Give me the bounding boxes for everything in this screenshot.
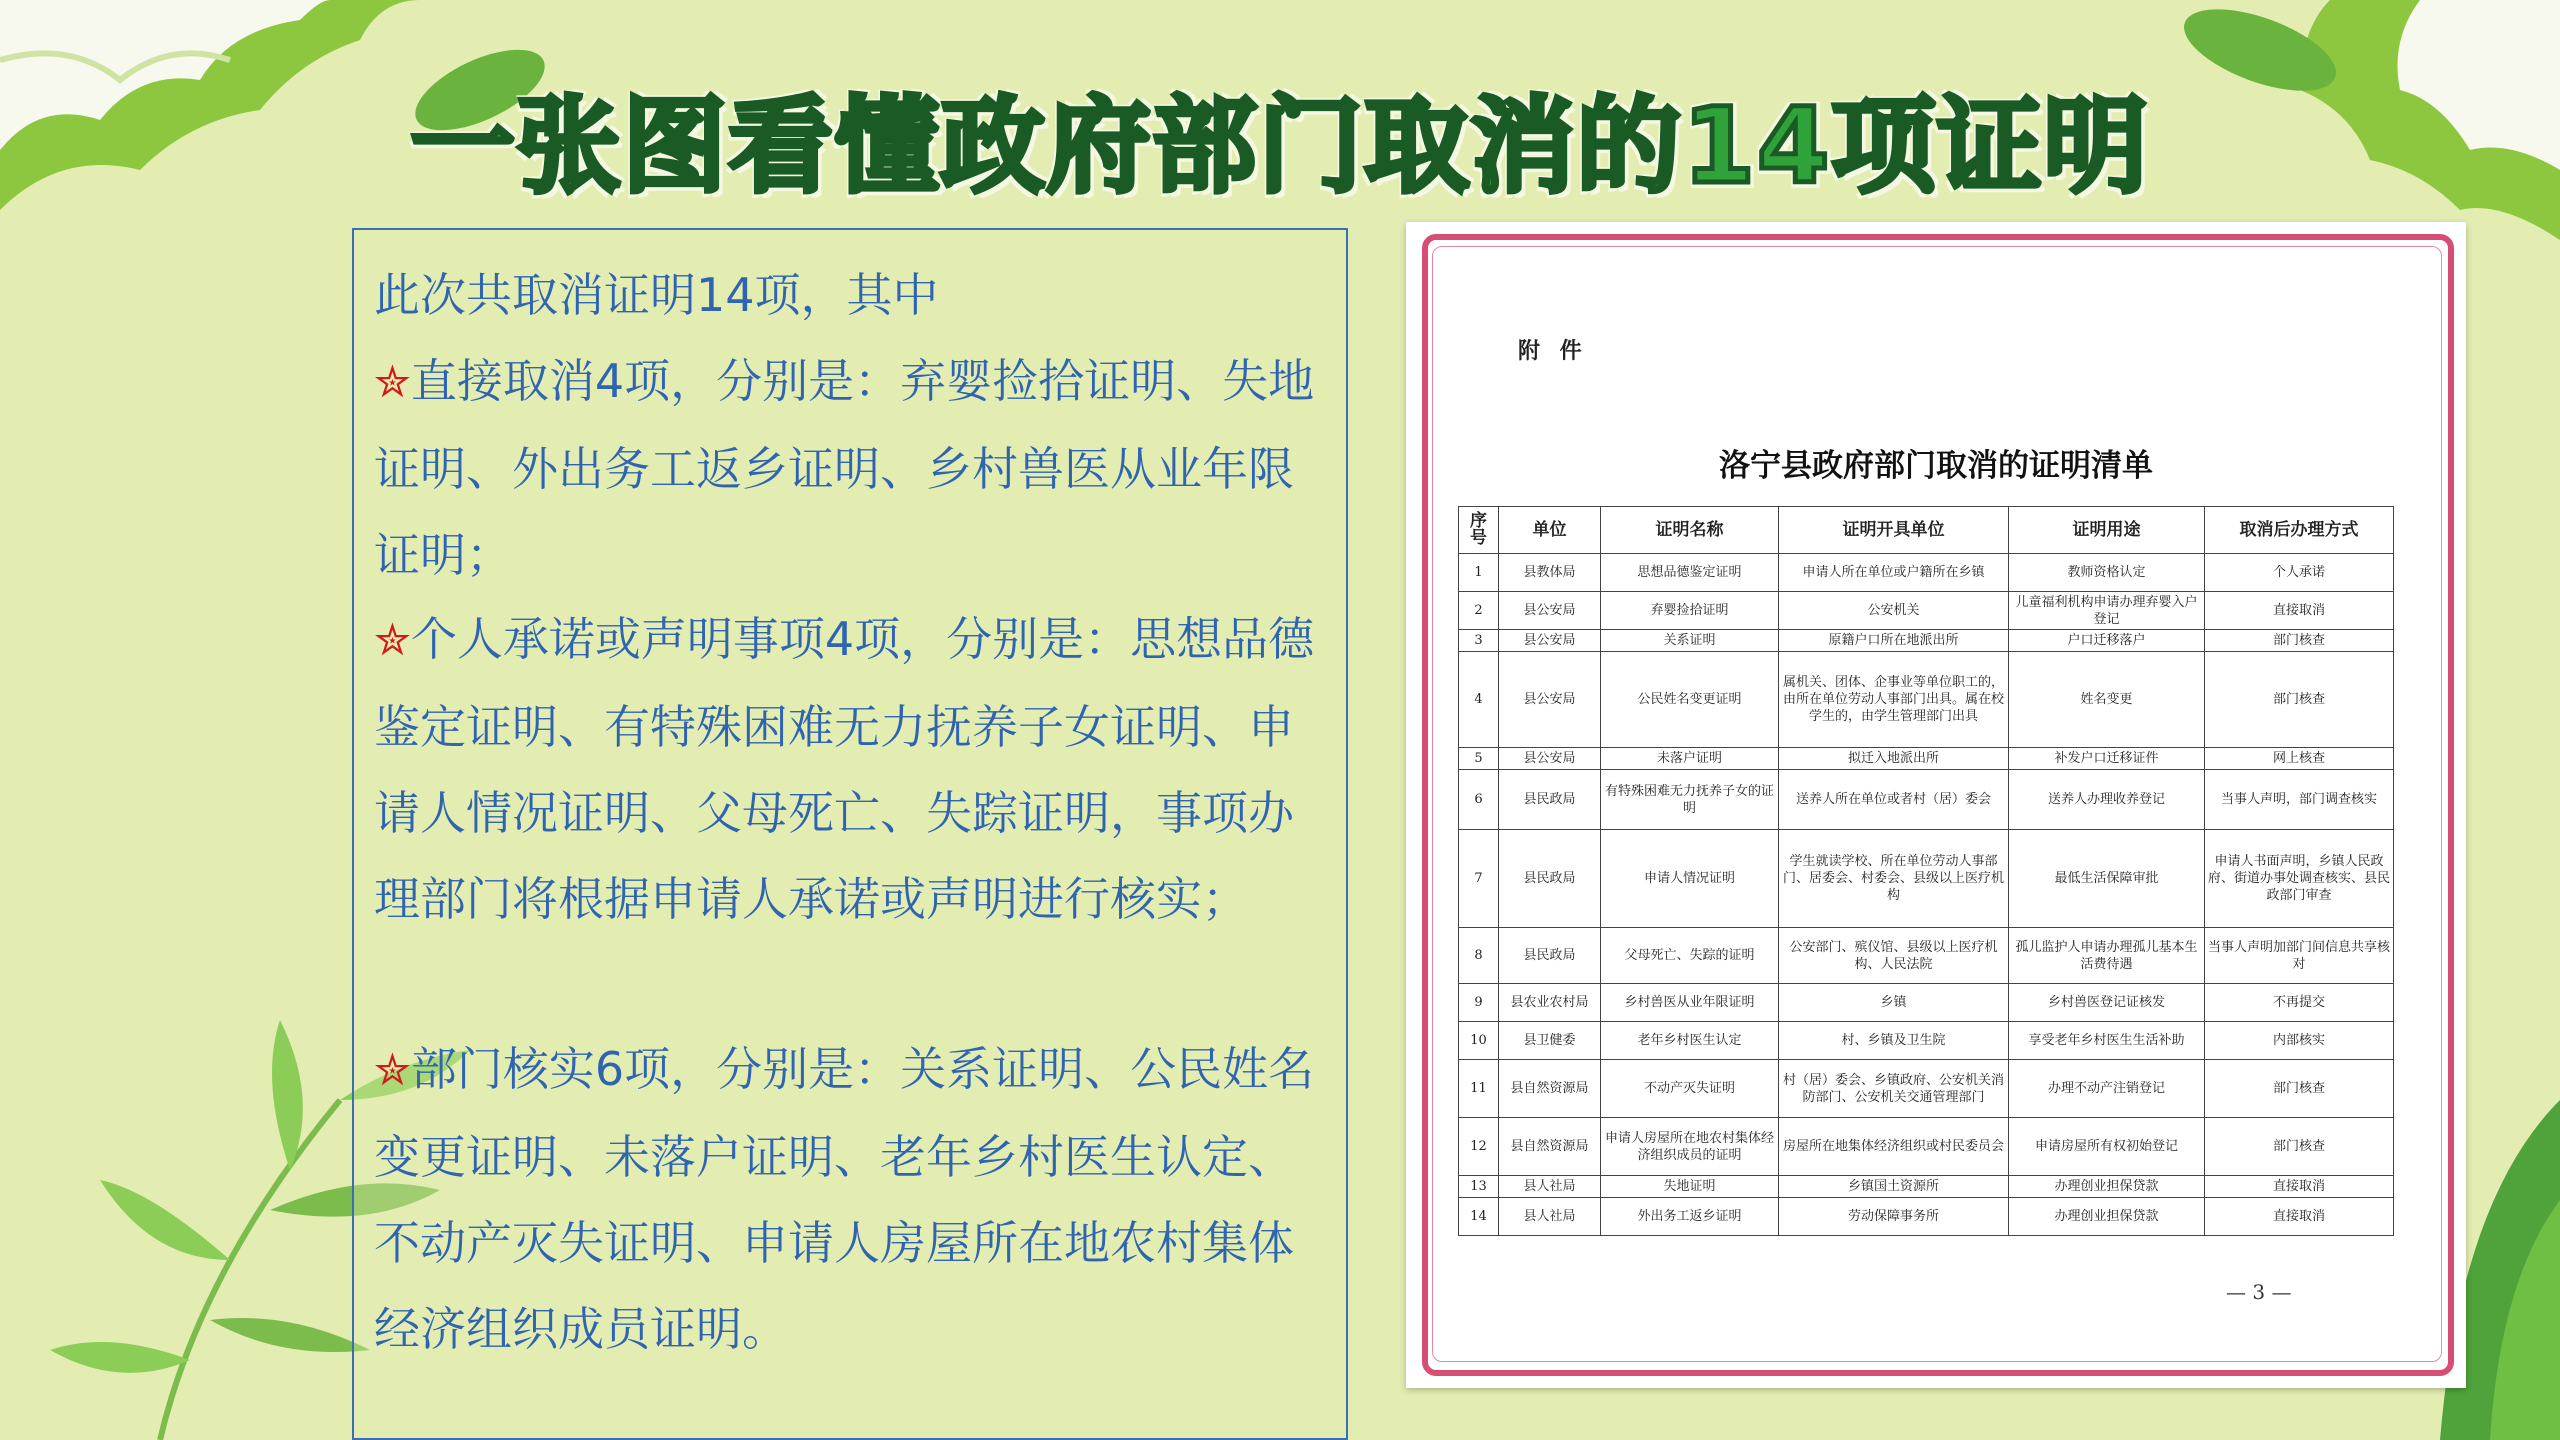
table-cell: 学生就读学校、所在单位劳动人事部门、居委会、村委会、县级以上医疗机构 [1779,830,2009,928]
table-cell: 申请人情况证明 [1601,830,1779,928]
table-cell: 县公安局 [1499,652,1601,748]
table-cell: 7 [1459,830,1499,928]
summary-item-text: 直接取消4项，分别是：弃婴捡拾证明、失地证明、外出务工返乡证明、乡村兽医从业年限证明； [374,354,1315,582]
table-cell: 县自然资源局 [1499,1060,1601,1118]
table-cell: 县民政局 [1499,830,1601,928]
table-row [1459,554,2394,592]
table-row [1459,1118,2394,1176]
summary-item-text: 个人承诺或声明事项4项，分别是：思想品德鉴定证明、有特殊困难无力抚养子女证明、申请人情况证明、父母死亡、失踪证明，事项办理部门将根据申请人承诺或声明进行核实； [374,612,1315,926]
table-cell: 13 [1459,1176,1499,1198]
page-title: 一张图看懂政府部门取消的14项证明 [410,85,2150,207]
table-cell: 部门核查 [2205,1118,2394,1176]
table-row [1459,1060,2394,1118]
table-cell: 网上核查 [2205,748,2394,770]
summary-item-commitment [374,596,1334,942]
table-cell: 县卫健委 [1499,1022,1601,1060]
table-cell: 姓名变更 [2009,652,2205,748]
table-cell: 老年乡村医生认定 [1601,1022,1779,1060]
summary-item-direct-cancel [374,338,1334,598]
table-cell: 6 [1459,770,1499,830]
table-cell: 公民姓名变更证明 [1601,652,1779,748]
table-cell: 失地证明 [1601,1176,1779,1198]
table-cell: 县民政局 [1499,928,1601,984]
table-cell: 个人承诺 [2205,554,2394,592]
table-cell: 不动产灭失证明 [1601,1060,1779,1118]
table-cell: 享受老年乡村医生生活补助 [2009,1022,2205,1060]
table-cell: 县教体局 [1499,554,1601,592]
table-cell: 县民政局 [1499,770,1601,830]
table-cell: 当事人声明，部门调查核实 [2205,770,2394,830]
table-cell: 未落户证明 [1601,748,1779,770]
table-header-row [1459,507,2394,554]
table-cell: 申请人所在单位或户籍所在乡镇 [1779,554,2009,592]
table-cell: 村（居）委会、乡镇政府、公安机关消防部门、公安机关交通管理部门 [1779,1060,2009,1118]
table-cell: 县农业农村局 [1499,984,1601,1022]
table-cell: 县公安局 [1499,630,1601,652]
table-cell: 办理创业担保贷款 [2009,1176,2205,1198]
summary-panel [352,228,1348,1440]
document-title: 洛宁县政府部门取消的证明清单 [1719,448,2153,484]
table-cell: 乡村兽医登记证核发 [2009,984,2205,1022]
table-cell: 申请人书面声明，乡镇人民政府、街道办事处调查核实、县民政部门审查 [2205,830,2394,928]
table-cell: 申请房屋所有权初始登记 [2009,1118,2205,1176]
table-cell: 儿童福利机构申请办理弃婴入户登记 [2009,592,2205,630]
column-header: 取消后办理方式 [2205,507,2394,554]
table-cell: 思想品德鉴定证明 [1601,554,1779,592]
table-cell: 外出务工返乡证明 [1601,1198,1779,1236]
table-cell: 乡村兽医从业年限证明 [1601,984,1779,1022]
table-cell: 拟迁入地派出所 [1779,748,2009,770]
table-cell: 内部核实 [2205,1022,2394,1060]
certificate-list-document [1406,222,2466,1388]
table-cell: 14 [1459,1198,1499,1236]
page-number: — 3 — [2226,1280,2292,1304]
table-cell: 部门核查 [2205,1060,2394,1118]
star-icon: ✮ [374,1045,411,1096]
table-row [1459,1176,2394,1198]
table-row [1459,770,2394,830]
table-cell: 5 [1459,748,1499,770]
table-row [1459,830,2394,928]
certificate-table [1458,506,2394,1236]
table-cell: 1 [1459,554,1499,592]
table-cell: 最低生活保障审批 [2009,830,2205,928]
table-cell: 县自然资源局 [1499,1118,1601,1176]
table-cell: 补发户口迁移证件 [2009,748,2205,770]
table-row [1459,748,2394,770]
table-cell: 乡镇国土资源所 [1779,1176,2009,1198]
table-cell: 教师资格认定 [2009,554,2205,592]
table-cell: 乡镇 [1779,984,2009,1022]
summary-item-text: 部门核实6项，分别是：关系证明、公民姓名变更证明、未落户证明、老年乡村医生认定、不动产灭失证明、申请人房屋所在地农村集体经济组织成员证明。 [374,1042,1315,1356]
column-header: 单位 [1499,507,1601,554]
table-cell: 县人社局 [1499,1198,1601,1236]
table-cell: 户口迁移落户 [2009,630,2205,652]
column-header: 证明名称 [1601,507,1779,554]
table-cell: 直接取消 [2205,1198,2394,1236]
table-cell: 村、乡镇及卫生院 [1779,1022,2009,1060]
table-cell: 送养人办理收养登记 [2009,770,2205,830]
table-cell: 11 [1459,1060,1499,1118]
table-cell: 申请人房屋所在地农村集体经济组织成员的证明 [1601,1118,1779,1176]
table-cell: 9 [1459,984,1499,1022]
table-cell: 房屋所在地集体经济组织或村民委员会 [1779,1118,2009,1176]
table-cell: 部门核查 [2205,630,2394,652]
table-row [1459,1022,2394,1060]
summary-item-verification [374,1026,1334,1372]
table-row [1459,1198,2394,1236]
table-cell: 县公安局 [1499,592,1601,630]
table-cell: 当事人声明加部门间信息共享核对 [2205,928,2394,984]
table-cell: 孤儿监护人申请办理孤儿基本生活费待遇 [2009,928,2205,984]
table-cell: 部门核查 [2205,652,2394,748]
table-cell: 不再提交 [2205,984,2394,1022]
table-cell: 3 [1459,630,1499,652]
table-cell: 关系证明 [1601,630,1779,652]
summary-intro: 此次共取消证明14项，其中 [374,268,939,322]
column-header: 证明用途 [2009,507,2205,554]
star-icon: ✮ [374,615,411,666]
star-icon: ✮ [374,357,411,408]
table-cell: 办理不动产注销登记 [2009,1060,2205,1118]
table-row [1459,928,2394,984]
table-cell: 8 [1459,928,1499,984]
table-cell: 县人社局 [1499,1176,1601,1198]
table-cell: 直接取消 [2205,1176,2394,1198]
table-cell: 直接取消 [2205,592,2394,630]
table-cell: 办理创业担保贷款 [2009,1198,2205,1236]
table-cell: 10 [1459,1022,1499,1060]
table-cell: 父母死亡、失踪的证明 [1601,928,1779,984]
table-cell: 公安机关 [1779,592,2009,630]
table-cell: 弃婴捡拾证明 [1601,592,1779,630]
column-header: 证明开具单位 [1779,507,2009,554]
table-cell: 公安部门、殡仪馆、县级以上医疗机构、人民法院 [1779,928,2009,984]
table-cell: 属机关、团体、企事业等单位职工的，由所在单位劳动人事部门出具。属在校学生的，由学生管理部门出具 [1779,652,2009,748]
table-row [1459,630,2394,652]
table-row [1459,592,2394,630]
table-cell: 4 [1459,652,1499,748]
column-header: 序号 [1459,507,1499,554]
table-cell: 县公安局 [1499,748,1601,770]
table-cell: 劳动保障事务所 [1779,1198,2009,1236]
table-row [1459,984,2394,1022]
table-cell: 有特殊困难无力抚养子女的证明 [1601,770,1779,830]
table-cell: 原籍户口所在地派出所 [1779,630,2009,652]
attachment-label: 附 件 [1518,338,1588,364]
table-cell: 2 [1459,592,1499,630]
table-row [1459,652,2394,748]
table-cell: 送养人所在单位或者村（居）委会 [1779,770,2009,830]
table-cell: 12 [1459,1118,1499,1176]
